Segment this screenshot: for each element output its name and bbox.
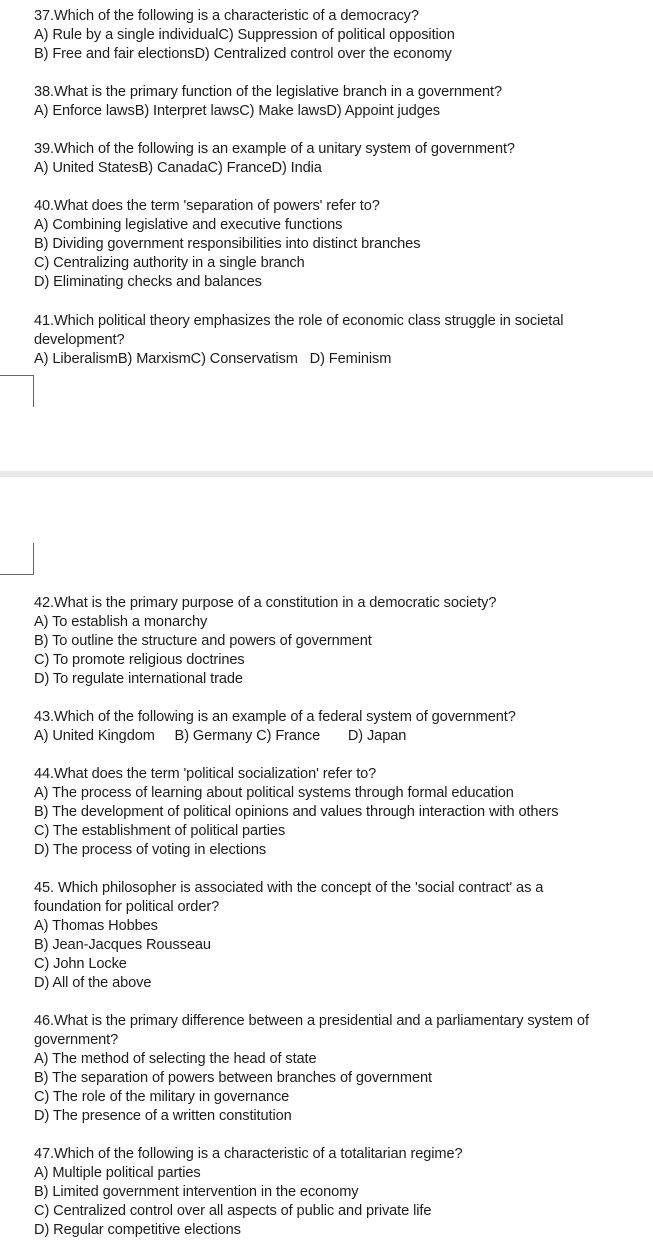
q41-question-line-1: 41.Which political theory emphasizes the role of economic class struggle in societal — [34, 313, 564, 329]
q45-option-c: C) John Locke — [34, 956, 127, 972]
q41-options-line-1: A) LiberalismB) MarxismC) Conservatism D) Feminism — [34, 351, 392, 367]
q42-option-a: A) To establish a monarchy — [34, 614, 208, 630]
page-separator — [0, 471, 653, 477]
q46-question-line-2: government? — [34, 1032, 119, 1048]
q46-option-a: A) The method of selecting the head of state — [34, 1051, 317, 1067]
q43-options-line-1: A) United Kingdom B) Germany C) France D) Japan — [34, 728, 407, 744]
q44-option-b: B) The development of political opinions and values through interaction with others — [34, 804, 559, 820]
q45-question-line-1: 45. Which philosopher is associated with the concept of the 'social contract' as a — [34, 880, 544, 896]
q37-options-line-2: B) Free and fair electionsD) Centralized control over the economy — [34, 46, 452, 62]
q47-option-b: B) Limited government intervention in the economy — [34, 1184, 359, 1200]
q44-option-a: A) The process of learning about political systems through formal education — [34, 785, 514, 801]
q45-option-d: D) All of the above — [34, 975, 152, 991]
q46-option-d: D) The presence of a written constitution — [34, 1108, 292, 1124]
q39-question: 39.Which of the following is an example of a unitary system of government? — [34, 141, 515, 157]
q40-option-c: C) Centralizing authority in a single branch — [34, 255, 305, 271]
q46-question-line-1: 46.What is the primary difference between a presidential and a parliamentary system of — [34, 1013, 589, 1029]
q40-option-a: A) Combining legislative and executive functions — [34, 217, 343, 233]
q47-option-d: D) Regular competitive elections — [34, 1222, 241, 1238]
q37-question: 37.Which of the following is a characteristic of a democracy? — [34, 8, 419, 24]
q45-question-line-2: foundation for political order? — [34, 899, 220, 915]
q46-option-c: C) The role of the military in governance — [34, 1089, 290, 1105]
q47-question: 47.Which of the following is a characteristic of a totalitarian regime? — [34, 1146, 463, 1162]
q37-options-line-1: A) Rule by a single individualC) Suppression of political opposition — [34, 27, 455, 43]
q44-question: 44.What does the term 'political socialization' refer to? — [34, 766, 377, 782]
q38-options-line-1: A) Enforce lawsB) Interpret lawsC) Make lawsD) Appoint judges — [34, 103, 440, 119]
q40-option-d: D) Eliminating checks and balances — [34, 274, 262, 290]
q42-question: 42.What is the primary purpose of a constitution in a democratic society? — [34, 595, 497, 611]
q46-option-b: B) The separation of powers between branches of government — [34, 1070, 432, 1086]
q44-option-d: D) The process of voting in elections — [34, 842, 267, 858]
q47-option-c: C) Centralized control over all aspects of public and private life — [34, 1203, 432, 1219]
q42-option-b: B) To outline the structure and powers of government — [34, 633, 372, 649]
q45-option-b: B) Jean-Jacques Rousseau — [34, 937, 211, 953]
q45-option-a: A) Thomas Hobbes — [34, 918, 158, 934]
q47-option-a: A) Multiple political parties — [34, 1165, 201, 1181]
q42-option-c: C) To promote religious doctrines — [34, 652, 245, 668]
q41-question-line-2: development? — [34, 332, 125, 348]
q44-option-c: C) The establishment of political parties — [34, 823, 286, 839]
q40-question: 40.What does the term 'separation of powers' refer to? — [34, 198, 380, 214]
page-corner-mark-top — [0, 375, 34, 407]
q39-options-line-1: A) United StatesB) CanadaC) FranceD) India — [34, 160, 322, 176]
q38-question: 38.What is the primary function of the legislative branch in a government? — [34, 84, 502, 100]
q43-question: 43.Which of the following is an example of a federal system of government? — [34, 709, 516, 725]
page-corner-mark-bottom — [0, 543, 34, 575]
q42-option-d: D) To regulate international trade — [34, 671, 243, 687]
q40-option-b: B) Dividing government responsibilities into distinct branches — [34, 236, 421, 252]
